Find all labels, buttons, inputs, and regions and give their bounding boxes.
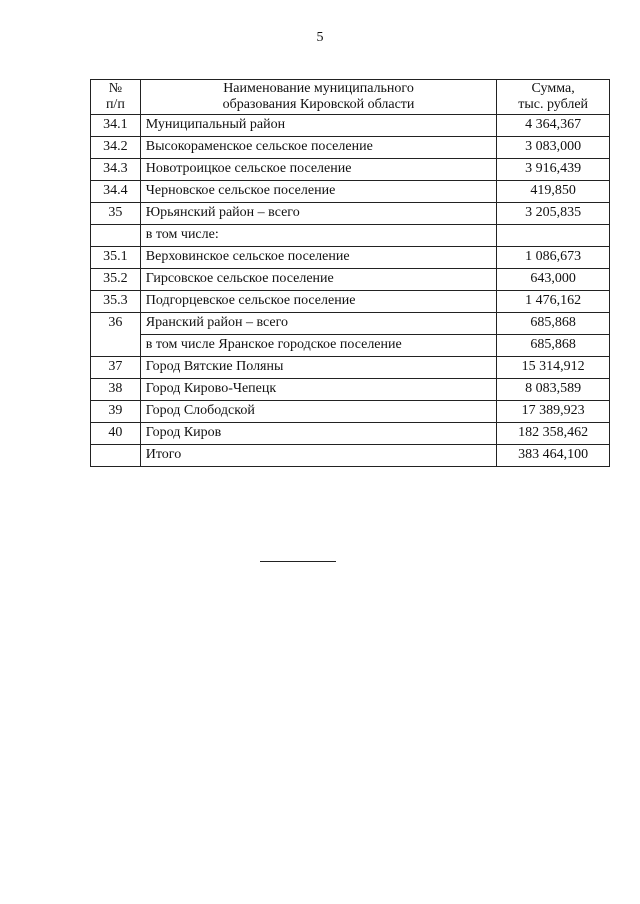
table-row bbox=[91, 225, 610, 247]
header-sum-line1: Сумма, bbox=[531, 81, 575, 96]
row-number: 35.2 bbox=[91, 269, 141, 291]
row-number bbox=[91, 445, 141, 467]
header-name-line1: Наименование муниципального bbox=[223, 81, 414, 96]
row-name: Подгорцевское сельское поселение bbox=[140, 291, 496, 313]
table-row bbox=[91, 357, 610, 379]
header-row bbox=[91, 80, 610, 115]
row-number bbox=[91, 225, 141, 247]
row-sum: 685,868 bbox=[497, 335, 610, 357]
row-name: Город Киров bbox=[140, 423, 496, 445]
row-number: 38 bbox=[91, 379, 141, 401]
row-name: Верховинское сельское поселение bbox=[140, 247, 496, 269]
row-number: 40 bbox=[91, 423, 141, 445]
row-sum: 3 205,835 bbox=[497, 203, 610, 225]
header-name bbox=[140, 80, 496, 115]
table-row bbox=[91, 291, 610, 313]
table-row bbox=[91, 401, 610, 423]
row-number: 34.2 bbox=[91, 137, 141, 159]
row-sum: 4 364,367 bbox=[497, 115, 610, 137]
table-row bbox=[91, 379, 610, 401]
row-sum: 17 389,923 bbox=[497, 401, 610, 423]
row-name: Яранский район – всего bbox=[140, 313, 496, 335]
row-number: 37 bbox=[91, 357, 141, 379]
row-name: Новотроицкое сельское поселение bbox=[140, 159, 496, 181]
row-name: Черновское сельское поселение bbox=[140, 181, 496, 203]
row-sum: 8 083,589 bbox=[497, 379, 610, 401]
header-number bbox=[91, 80, 141, 115]
row-name: Муниципальный район bbox=[140, 115, 496, 137]
row-name: Город Вятские Поляны bbox=[140, 357, 496, 379]
row-name: Гирсовское сельское поселение bbox=[140, 269, 496, 291]
page-number: 5 bbox=[316, 30, 324, 45]
table-row bbox=[91, 137, 610, 159]
row-sum: 685,868 bbox=[497, 313, 610, 335]
table-row bbox=[91, 269, 610, 291]
row-sum: 182 358,462 bbox=[497, 423, 610, 445]
table-row-total bbox=[91, 445, 610, 467]
row-sum: 3 916,439 bbox=[497, 159, 610, 181]
table-row bbox=[91, 159, 610, 181]
row-sum: 15 314,912 bbox=[497, 357, 610, 379]
row-sum: 383 464,100 bbox=[497, 445, 610, 467]
row-name: в том числе Яранское городское поселение bbox=[140, 335, 496, 357]
row-name: Юрьянский район – всего bbox=[140, 203, 496, 225]
row-sum bbox=[497, 225, 610, 247]
table-row bbox=[91, 247, 610, 269]
row-number: 35.1 bbox=[91, 247, 141, 269]
row-name: Город Кирово-Чепецк bbox=[140, 379, 496, 401]
table-row bbox=[91, 181, 610, 203]
table-header bbox=[91, 80, 610, 115]
row-sum: 3 083,000 bbox=[497, 137, 610, 159]
table-row bbox=[91, 335, 610, 357]
table-body bbox=[91, 115, 610, 467]
header-number-line1: № bbox=[108, 81, 123, 96]
header-number-line2: п/п bbox=[105, 97, 125, 112]
table-row bbox=[91, 203, 610, 225]
row-number: 34.3 bbox=[91, 159, 141, 181]
table-row bbox=[91, 313, 610, 335]
row-number: 34.4 bbox=[91, 181, 141, 203]
row-name: Высокораменское сельское поселение bbox=[140, 137, 496, 159]
row-number: 35 bbox=[91, 203, 141, 225]
row-number: 36 bbox=[91, 313, 141, 335]
header-sum bbox=[497, 80, 610, 115]
row-name: Итого bbox=[140, 445, 496, 467]
header-name-line2: образования Кировской области bbox=[222, 97, 415, 112]
table-row bbox=[91, 115, 610, 137]
row-name: в том числе: bbox=[140, 225, 496, 247]
row-sum: 1 476,162 bbox=[497, 291, 610, 313]
row-sum: 1 086,673 bbox=[497, 247, 610, 269]
row-number: 34.1 bbox=[91, 115, 141, 137]
header-sum-line2: тыс. рублей bbox=[518, 97, 589, 112]
row-number bbox=[91, 335, 141, 357]
row-name: Город Слободской bbox=[140, 401, 496, 423]
row-number: 39 bbox=[91, 401, 141, 423]
table-row bbox=[91, 423, 610, 445]
row-sum: 419,850 bbox=[497, 181, 610, 203]
row-sum: 643,000 bbox=[497, 269, 610, 291]
end-divider bbox=[260, 561, 336, 562]
row-number: 35.3 bbox=[91, 291, 141, 313]
budget-table bbox=[90, 79, 610, 467]
